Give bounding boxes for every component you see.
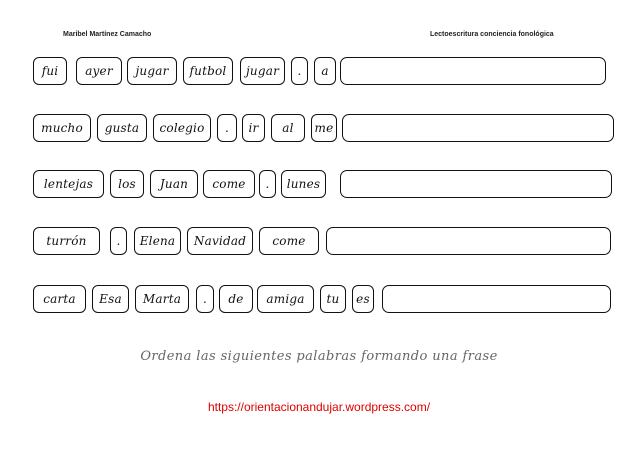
word-card[interactable]: . [259, 170, 276, 198]
word-card[interactable]: lentejas [33, 170, 104, 198]
sentence-row [0, 170, 638, 200]
word-card[interactable]: Juan [150, 170, 198, 198]
instruction-text: Ordena las siguientes palabras formando una frase [140, 349, 498, 364]
sentence-row [0, 114, 638, 144]
sentence-row [0, 57, 638, 87]
word-card[interactable]: Navidad [187, 227, 253, 255]
word-card[interactable]: ir [242, 114, 265, 142]
source-url[interactable]: https://orientacionandujar.wordpress.com/ [207, 400, 431, 414]
word-card[interactable]: fui [33, 57, 67, 85]
word-card[interactable]: ayer [76, 57, 122, 85]
word-card[interactable]: . [196, 285, 214, 313]
word-card[interactable]: Marta [135, 285, 189, 313]
word-card[interactable]: colegio [153, 114, 211, 142]
word-card[interactable]: gusta [97, 114, 147, 142]
word-card[interactable]: Esa [92, 285, 129, 313]
answer-box[interactable] [340, 57, 606, 85]
word-card[interactable]: de [219, 285, 253, 313]
word-card[interactable]: al [271, 114, 305, 142]
word-card[interactable]: amiga [257, 285, 314, 313]
sentence-row [0, 227, 638, 257]
word-card[interactable]: come [259, 227, 319, 255]
word-card[interactable]: los [110, 170, 144, 198]
word-card[interactable]: come [203, 170, 255, 198]
word-card[interactable]: es [352, 285, 374, 313]
word-card[interactable]: . [110, 227, 127, 255]
word-card[interactable]: tu [320, 285, 346, 313]
author-name: Maribel Martínez Camacho [63, 31, 152, 38]
word-card[interactable]: . [291, 57, 308, 85]
worksheet-subject: Lectoescritura conciencia fonológica [430, 31, 554, 38]
word-card[interactable]: Elena [134, 227, 181, 255]
word-card[interactable]: carta [33, 285, 86, 313]
sentence-row [0, 285, 638, 315]
word-card[interactable]: jugar [240, 57, 285, 85]
word-card[interactable]: a [314, 57, 336, 85]
answer-box[interactable] [340, 170, 612, 198]
word-card[interactable]: . [217, 114, 237, 142]
word-card[interactable]: mucho [33, 114, 91, 142]
word-card[interactable]: jugar [127, 57, 177, 85]
answer-box[interactable] [342, 114, 614, 142]
word-card[interactable]: turrón [33, 227, 100, 255]
word-card[interactable]: me [311, 114, 337, 142]
word-card[interactable]: futbol [183, 57, 233, 85]
answer-box[interactable] [326, 227, 611, 255]
word-card[interactable]: lunes [281, 170, 326, 198]
answer-box[interactable] [382, 285, 611, 313]
